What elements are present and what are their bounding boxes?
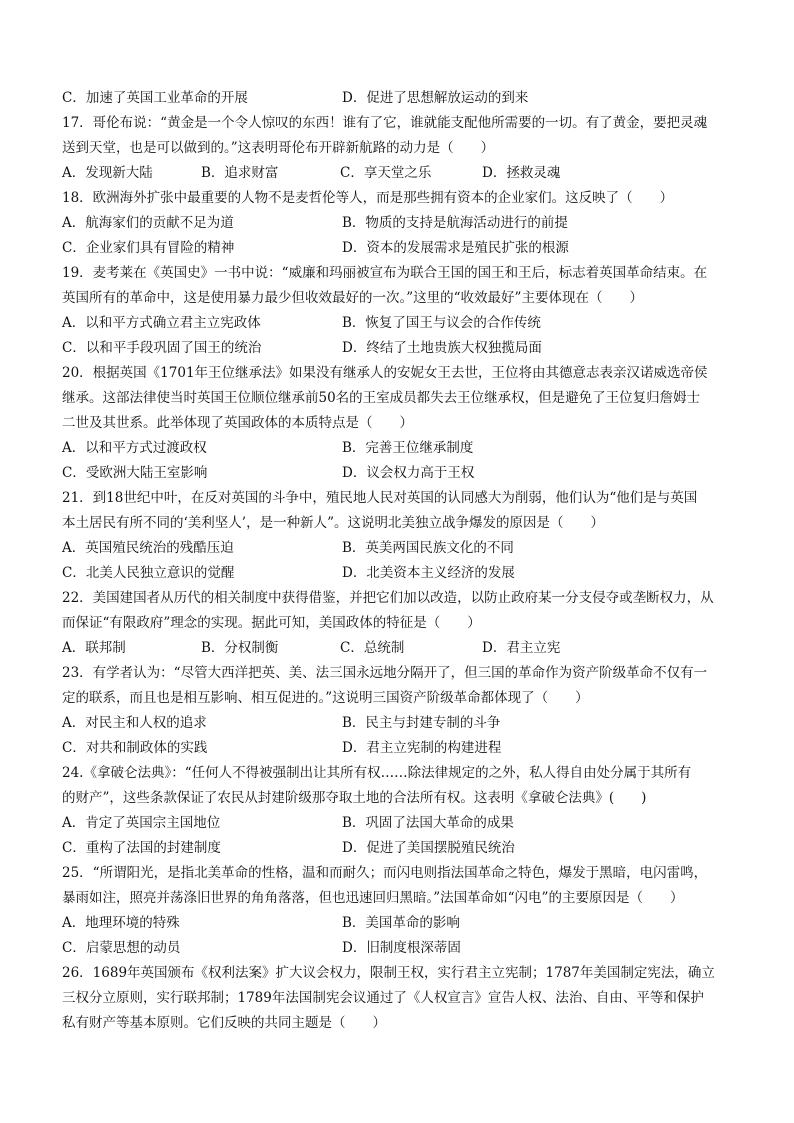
question-block: [62, 111, 752, 186]
question-block: [62, 761, 752, 861]
answer-option: D．君主立宪制的构建进程: [342, 740, 502, 756]
answer-option: A．地理环境的特殊: [62, 915, 180, 931]
answer-option: B．完善王位继承制度: [342, 440, 474, 456]
question-stem-line: 暴雨如注，照亮并荡涤旧世界的角角落落，但也迅速回归黑暗。”法国革命如“闪电”的主要原因是（ ）: [62, 890, 684, 906]
question-block: [62, 961, 752, 1036]
answer-option: B．英美两国民族文化的不同: [342, 540, 514, 556]
question-block: [62, 186, 752, 261]
question-stem-line: 24.《拿破仑法典》：“任何人不得被强制出让其所有权……除法律规定的之外，私人得自由处分属于其所有: [62, 765, 692, 781]
answer-option: C．受欧洲大陆王室影响: [62, 465, 208, 481]
options-row: [62, 236, 752, 261]
question-stem-line: 二世及其世系。此举体现了英国政体的本质特点是（ ）: [62, 415, 413, 431]
question-stem-line: 私有财产等基本原则。它们反映的共同主题是（ ）: [62, 1015, 386, 1031]
options-row: [62, 811, 752, 836]
question-stem-line: 英国所有的革命中，这是使用暴力最少但收效最好的一次。”这里的“收效最好”主要体现在（ ）: [62, 290, 643, 306]
answer-option: B．追求财富: [201, 165, 279, 181]
answer-option: D．议会权力高于王权: [342, 465, 475, 481]
question-stem-line: 送到天堂，也是可以做到的。”这表明哥伦布开辟新航路的动力是（ ）: [62, 140, 495, 156]
question-stem-line: 三权分立原则，实行联邦制；1789年法国制宪会议通过了《人权宣言》宣告人权、法治、自由、平等和保护: [62, 990, 704, 1006]
options-row: [62, 836, 752, 861]
answer-option: A．肯定了英国宗主国地位: [62, 815, 221, 831]
options-row: [62, 736, 752, 761]
answer-option: D．旧制度根深蒂固: [342, 940, 461, 956]
question-stem-line: 继承。这部法律使当时英国王位顺位继承前50名的王室成员都失去王位继承权，但是避免了王位复归詹姆士: [62, 390, 701, 406]
answer-option: A．发现新大陆: [62, 165, 153, 181]
answer-option: B．物质的支持是航海活动进行的前提: [342, 215, 568, 231]
question-stem-line: 的财产”，这些条款保证了农民从封建阶级那夺取土地的合法所有权。这表明《拿破仑法典》( ): [62, 790, 647, 806]
question-block: [62, 586, 752, 661]
question-block: [62, 261, 752, 361]
answer-option: C．以和平手段巩固了国王的统治: [62, 340, 262, 356]
answer-option: C．对共和制政体的实践: [62, 740, 208, 756]
answer-option: C．总统制: [340, 640, 405, 656]
answer-option: B．巩固了法国大革命的成果: [342, 815, 514, 831]
options-row: [62, 211, 752, 236]
question-stem-line: 17．哥伦布说：“黄金是一个令人惊叹的东西！谁有了它，谁就能支配他所需要的一切。有了黄金，要把灵魂: [62, 115, 708, 131]
answer-option: C．启蒙思想的动员: [62, 940, 181, 956]
question-stem-line: 22．美国建国者从历代的相关制度中获得借鉴，并把它们加以改造，以防止政府某一分支侵夺或垄断权力，从: [62, 590, 714, 606]
answer-option: D．拯救灵魂: [482, 165, 561, 181]
question-stem-line: 定的联系，而且也是相互影响、相互促进的。”这说明三国资产阶级革命都体现了（ ）: [62, 690, 589, 706]
options-row: [62, 536, 752, 561]
q16-options-row: [62, 86, 752, 111]
options-row: [62, 561, 752, 586]
options-row: [62, 911, 752, 936]
question-stem-line: 而保证“有限政府”理念的实现。据此可知，美国政体的特征是（ ）: [62, 615, 481, 631]
answer-option: A．英国殖民统治的残酷压迫: [62, 540, 234, 556]
question-block: [62, 361, 752, 486]
question-stem-line: 19．麦考莱在《英国史》一书中说：“威廉和玛丽被宣布为联合王国的国王和王后，标志着英国革命结束。在: [62, 265, 708, 281]
answer-option: A．航海家们的贡献不足为道: [62, 215, 234, 231]
options-row: [62, 436, 752, 461]
question-stem-line: 18．欧洲海外扩张中最重要的人物不是麦哲伦等人，而是那些拥有资本的企业家们。这反映了（ ）: [62, 190, 674, 206]
answer-option: A．联邦制: [62, 640, 126, 656]
options-row: [62, 461, 752, 486]
question-block: [62, 661, 752, 761]
question-stem-line: 20．根据英国《1701年王位继承法》如果没有继承人的安妮女王去世，王位将由其德意志表亲汉诺威选帝侯: [62, 365, 708, 381]
options-row: [62, 161, 752, 186]
question-stem-line: 26．1689年英国颁布《权利法案》扩大议会权力，限制王权，实行君主立宪制；1787年美国制定宪法，确立: [62, 965, 715, 981]
answer-option: B．分权制衡: [201, 640, 279, 656]
options-row: [62, 936, 752, 961]
answer-option: C．企业家们具有冒险的精神: [62, 240, 235, 256]
answer-option: C．享天堂之乐: [340, 165, 432, 181]
answer-option: C．重构了法国的封建制度: [62, 840, 221, 856]
question-stem-line: 25．“所谓阳光，是指北美革命的性格，温和而耐久；而闪电则指法国革命之特色，爆发于黑暗，电闪雷鸣，: [62, 865, 708, 881]
answer-option: A．以和平方式过渡政权: [62, 440, 207, 456]
answer-option: D．资本的发展需求是殖民扩张的根源: [342, 240, 569, 256]
question-stem-line: 21．到18世纪中叶，在反对英国的斗争中，殖民地人民对英国的认同感大为削弱，他们认为“他们是与英国: [62, 490, 698, 506]
answer-option: B．美国革命的影响: [342, 915, 460, 931]
answer-option: D．君主立宪: [482, 640, 561, 656]
question-stem-line: 本土居民有所不同的‘美利坚人’，是一种新人”。这说明北美独立战争爆发的原因是（ ）: [62, 515, 604, 531]
options-row: [62, 636, 752, 661]
answer-option: B．民主与封建专制的斗争: [342, 715, 501, 731]
q16-option-c: C．加速了英国工业革命的开展: [62, 90, 248, 106]
answer-option: D．北美资本主义经济的发展: [342, 565, 515, 581]
question-block: [62, 486, 752, 586]
answer-option: D．促进了美国摆脱殖民统治: [342, 840, 515, 856]
q16-option-d: D．促进了思想解放运动的到来: [342, 90, 529, 106]
question-stem-line: 23．有学者认为：“尽管大西洋把英、美、法三国永远地分隔开了，但三国的革命作为资产阶级革命不仅有一: [62, 665, 708, 681]
answer-option: C．北美人民独立意识的觉醒: [62, 565, 235, 581]
options-row: [62, 311, 752, 336]
answer-option: B．恢复了国王与议会的合作传统: [342, 315, 541, 331]
answer-option: A．对民主和人权的追求: [62, 715, 207, 731]
question-list: [62, 86, 752, 1036]
options-row: [62, 711, 752, 736]
answer-option: D．终结了土地贵族大权独揽局面: [342, 340, 542, 356]
answer-option: A．以和平方式确立君主立宪政体: [62, 315, 261, 331]
options-row: [62, 336, 752, 361]
question-block: [62, 861, 752, 961]
